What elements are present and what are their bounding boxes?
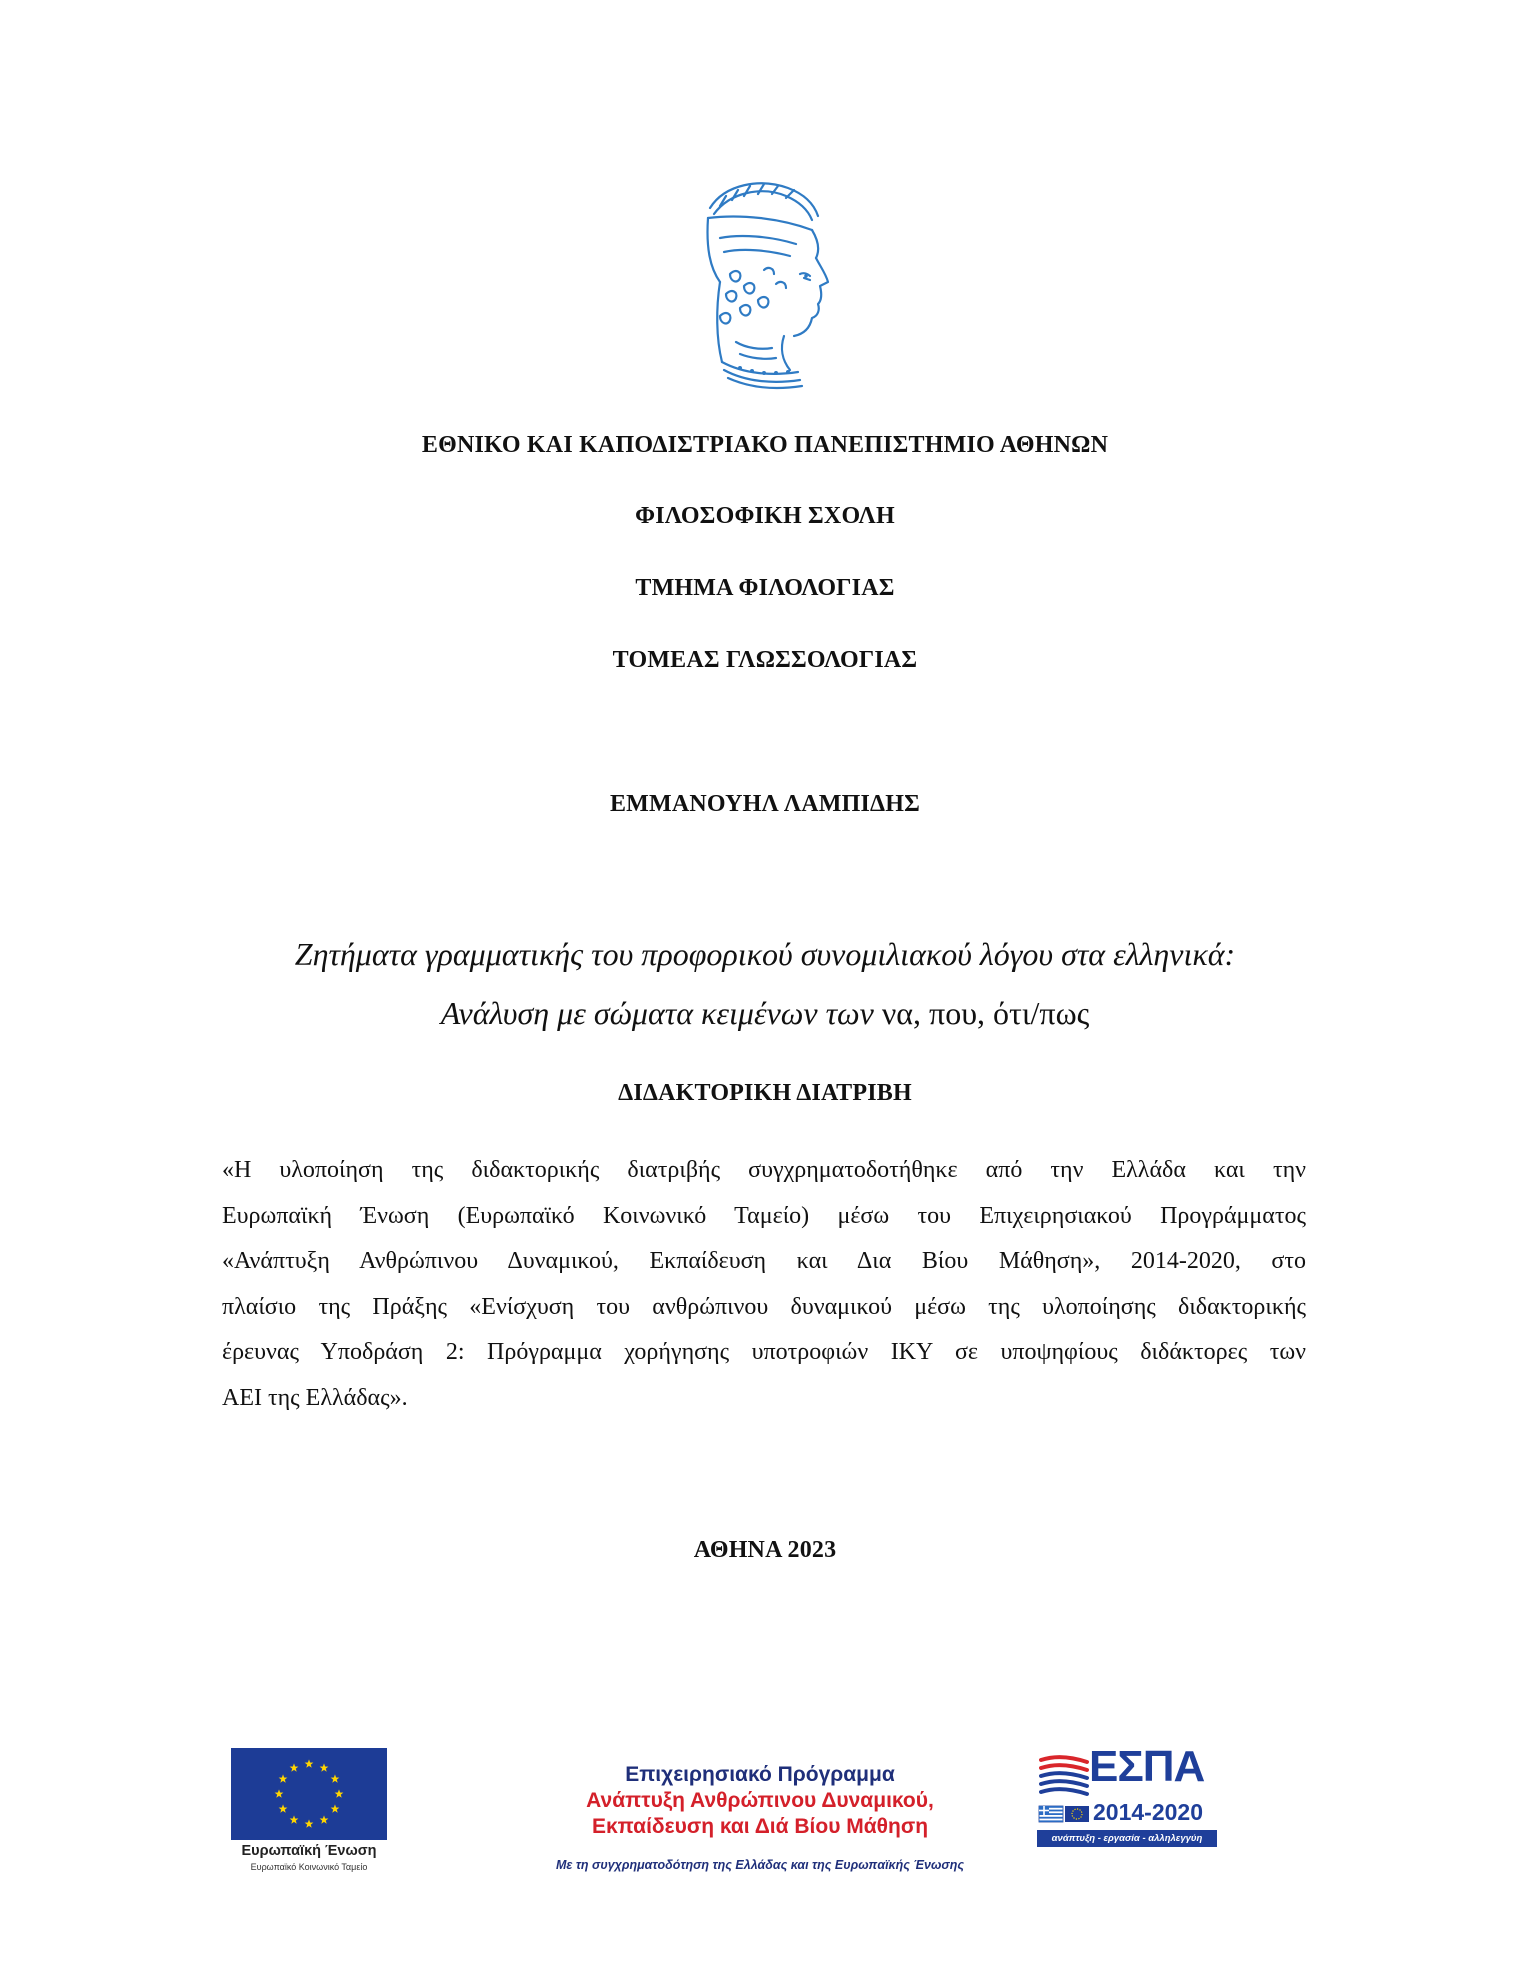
funding-line: έρευνας Υποδράση 2: Πρόγραμμα χορήγησης υποτροφιών ΙΚΥ σε υποψηφίους διδάκτορες των [222, 1339, 1306, 1365]
eu-star-icon [275, 1789, 284, 1797]
school-name: ΦΙΛΟΣΟΦΙΚΗ ΣΧΟΛΗ [635, 503, 895, 529]
espa-logo [1037, 1742, 1217, 1850]
eu-star-icon [331, 1774, 340, 1782]
eu-star-icon [331, 1804, 340, 1812]
place-year: ΑΘΗΝΑ 2023 [693, 1537, 837, 1563]
department-name: ΤΜΗΜΑ ΦΙΛΟΛΟΓΙΑΣ [635, 575, 895, 601]
eu-star-icon [320, 1815, 329, 1823]
op-name-line2: Εκπαίδευση και Διά Βίου Μάθηση [591, 1815, 929, 1838]
thesis-title-line2-italic: Ανάλυση με σώματα κειμένων των [440, 995, 882, 1031]
greek-flag-icon [1037, 1800, 1093, 1828]
eu-star-icon [305, 1759, 314, 1767]
op-logo [480, 1762, 1040, 1872]
funding-line: πλαίσιο της Πράξης «Ενίσχυση του ανθρώπινου δυναμικού μέσω της υλοποίησης διδακτορικής [222, 1293, 1306, 1320]
eu-fund-name: Ευρωπαϊκό Κοινωνικό Ταμείο [250, 1862, 368, 1872]
eu-name: Ευρωπαϊκή Ένωση [241, 1843, 377, 1859]
athena-head-icon [680, 178, 836, 392]
eu-flag-icon [231, 1748, 387, 1840]
espa-tagline: ανάπτυξη - εργασία - αλληλεγγύη [1037, 1830, 1217, 1847]
eu-star-icon [290, 1815, 299, 1823]
eu-star-icon [290, 1763, 299, 1771]
funding-line: «Ανάπτυξη Ανθρώπινου Δυναμικού, Εκπαίδευση και Δια Βίου Μάθηση», 2014-2020, στο [222, 1248, 1306, 1274]
thesis-title-line2 [0, 995, 1530, 1032]
eu-star-icon [320, 1763, 329, 1771]
university-name: ΕΘΝΙΚΟ ΚΑΙ ΚΑΠΟΔΙΣΤΡΙΑΚΟ ΠΑΝΕΠΙΣΤΗΜΙΟ ΑΘΗΝΩΝ [421, 432, 1109, 458]
thesis-title-line1 [0, 936, 1530, 973]
eu-logo [231, 1748, 387, 1873]
op-cofunding-note: Με τη συγχρηματοδότηση της Ελλάδας και της Ευρωπαϊκής Ένωσης [555, 1858, 965, 1872]
funding-line: «Η υλοποίηση της διδακτορικής διατριβής συγχρηματοδοτήθηκε από την Ελλάδα και την [222, 1157, 1306, 1183]
eu-star-icon [305, 1819, 314, 1827]
thesis-title-line1-text: Ζητήματα γραμματικής του προφορικού συνομιλιακού λόγου στα ελληνικά: [294, 936, 1236, 972]
eu-star-icon [279, 1804, 288, 1812]
sector-name: ΤΟΜΕΑΣ ΓΛΩΣΣΟΛΟΓΙΑΣ [612, 647, 918, 673]
funding-line: Ευρωπαϊκή Ένωση (Ευρωπαϊκό Κοινωνικό Ταμείο) μέσω του Επιχειρησιακού Προγράμματος [222, 1202, 1306, 1229]
op-title: Επιχειρησιακό Πρόγραμμα [625, 1763, 895, 1786]
thesis-title-line2-plain: να, που, ότι/πως [881, 995, 1090, 1031]
funding-line: ΑΕΙ της Ελλάδας». [222, 1384, 408, 1411]
author-name: ΕΜΜΑΝΟΥΗΛ ΛΑΜΠΙΔΗΣ [609, 791, 921, 817]
funding-statement [222, 1148, 1306, 1421]
espa-years: 2014-2020 [1093, 1799, 1203, 1825]
eu-star-icon [279, 1774, 288, 1782]
document-type: ΔΙΔΑΚΤΟΡΙΚΗ ΔΙΑΤΡΙΒΗ [618, 1080, 912, 1106]
op-name-line1: Ανάπτυξη Ανθρώπινου Δυναμικού, [586, 1789, 934, 1812]
eu-star-icon [335, 1789, 344, 1797]
espa-name: ΕΣΠΑ [1089, 1742, 1205, 1791]
espa-waves-icon [1039, 1754, 1091, 1798]
